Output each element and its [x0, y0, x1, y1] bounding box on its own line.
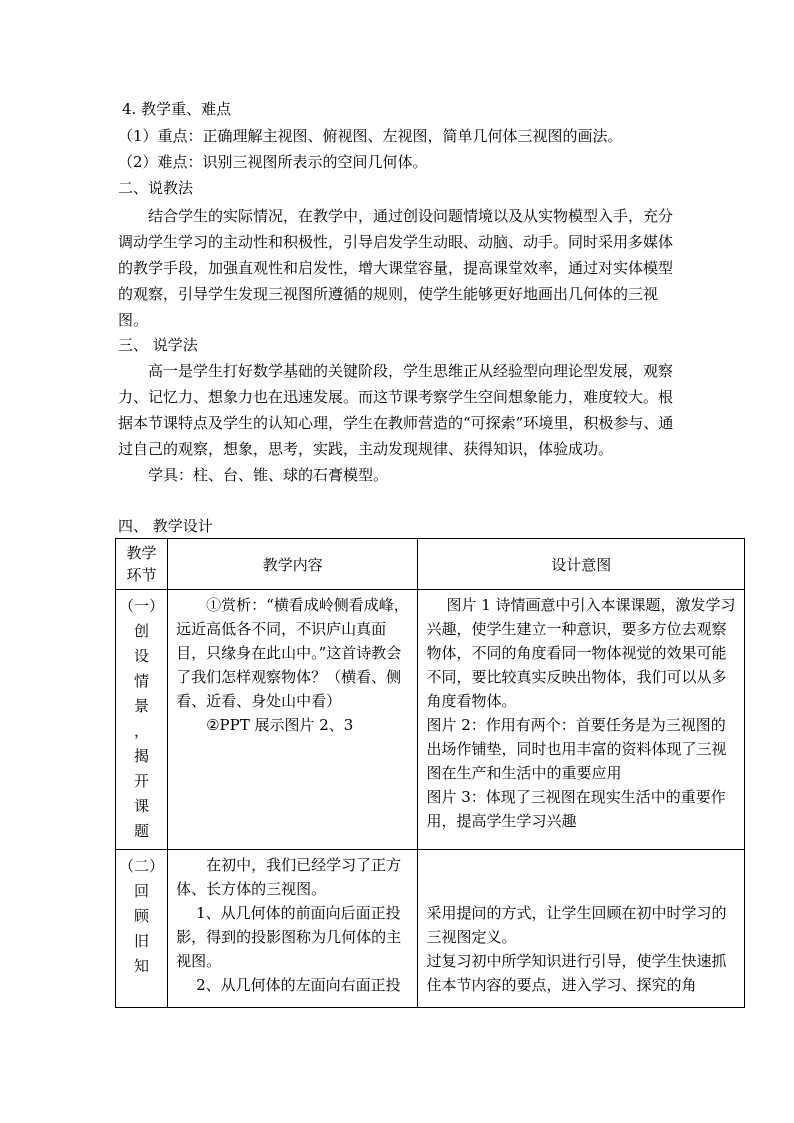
- stage-cell: （二） 回 顾 旧 知: [116, 850, 168, 1008]
- content-text: ②PPT 展示图片 2、3: [206, 716, 354, 734]
- learning-method-text: 高一是学生打好数学基础的关键阶段，学生思维正从经验型向理论型发展，观察力、记忆力、想象力也在迅速发展。而这节课考察学生空间想象能力，难度较大。根据本节课特点及学生的认知心理，学生在教师营造的“可探索”环境里，积极参与、通过自己的观察，想象，思考，实践，主动发现规律、获得知识，体验成功。: [118, 362, 674, 458]
- learning-method-paragraph: [118, 358, 678, 488]
- teaching-method-text: 结合学生的实际情况，在教学中，通过创设问题情境以及从实物模型入手，充分调动学生学习的主动性和积极性，引导启发学生动眼、动脑、动手。同时采用多媒体的教学手段，加强直观性和启发性，增大课堂容量，提高课堂效率，通过对实体模型的观察，引导学生发现三视图所遵循的规则，使学生能够更好地画出几何体的三视图。: [118, 207, 674, 329]
- intent-text: 图片 3：体现了三视图在现实生活中的重要作用，提高学生学习兴趣: [426, 788, 726, 830]
- key-point-text: （1）重点：正确理解主视图、俯视图、左视图，简单几何体三视图的画法。: [118, 127, 623, 145]
- teaching-method-paragraph: [118, 203, 678, 333]
- header-stage-line1: 教学: [126, 544, 157, 562]
- content-text: ①赏析：“横看成岭侧看成峰，远近高低各不同，不识庐山真面目，只缘身在此山中。”这首诗教会了我们怎样观察物体？（横看、侧看、近看、身处山中看）: [176, 596, 409, 710]
- difficult-point-text: （2）难点：识别三视图所表示的空间几何体。: [118, 153, 428, 171]
- intent-text: 图片 2：作用有两个：首要任务是为三视图的出场作铺垫，同时也用丰富的资料体现了三视图在生产和生活中的重要应用: [426, 716, 727, 782]
- intent-text: 采用提问的方式，让学生回顾在初中时学习的三视图定义。: [426, 904, 727, 946]
- intent-text: 过复习初中所学知识进行引导，使学生快速抓住本节内容的要点，进入学习、探究的角: [426, 952, 727, 994]
- intent-cell: [418, 590, 745, 850]
- intent-cell: [418, 850, 745, 1008]
- section-teaching-method-title: 二、说教法: [118, 179, 194, 197]
- learning-tools-text: 学具：柱、台、锥、球的石膏模型。: [148, 466, 389, 484]
- heading-teaching-focus: 4. 教学重、难点: [122, 100, 232, 118]
- content-text: 2、从几何体的左面向右面正投: [196, 976, 401, 994]
- stage-cell: （一） 创 设 情 景 ， 揭 开 课 题: [116, 590, 168, 850]
- table-header-row: [116, 539, 745, 590]
- intent-text: 图片 1 诗情画意中引入本课课题，激发学习兴趣，使学生建立一种意识，要多方位去观察物体，不同的角度看同一物体视觉的效果可能不同，要比较真实反映出物体，我们可以从多角度看物体。: [426, 596, 736, 710]
- header-stage-line2: 环节: [126, 566, 157, 584]
- header-intent: 设计意图: [418, 539, 745, 590]
- table-row: [116, 850, 745, 1008]
- teaching-design-table: [115, 538, 745, 1008]
- section-teaching-design-title: 四、 教学设计: [118, 517, 213, 535]
- content-text: 1、从几何体的前面向后面正投影，得到的投影图称为几何体的主视图。: [176, 904, 402, 970]
- content-cell: [168, 590, 418, 850]
- content-text: 在初中，我们已经学习了正方体、长方体的三视图。: [176, 856, 402, 898]
- section-learning-method-title: 三、 说学法: [118, 336, 198, 354]
- table-row: [116, 590, 745, 850]
- header-stage: [116, 539, 168, 590]
- header-content: 教学内容: [168, 539, 418, 590]
- content-cell: [168, 850, 418, 1008]
